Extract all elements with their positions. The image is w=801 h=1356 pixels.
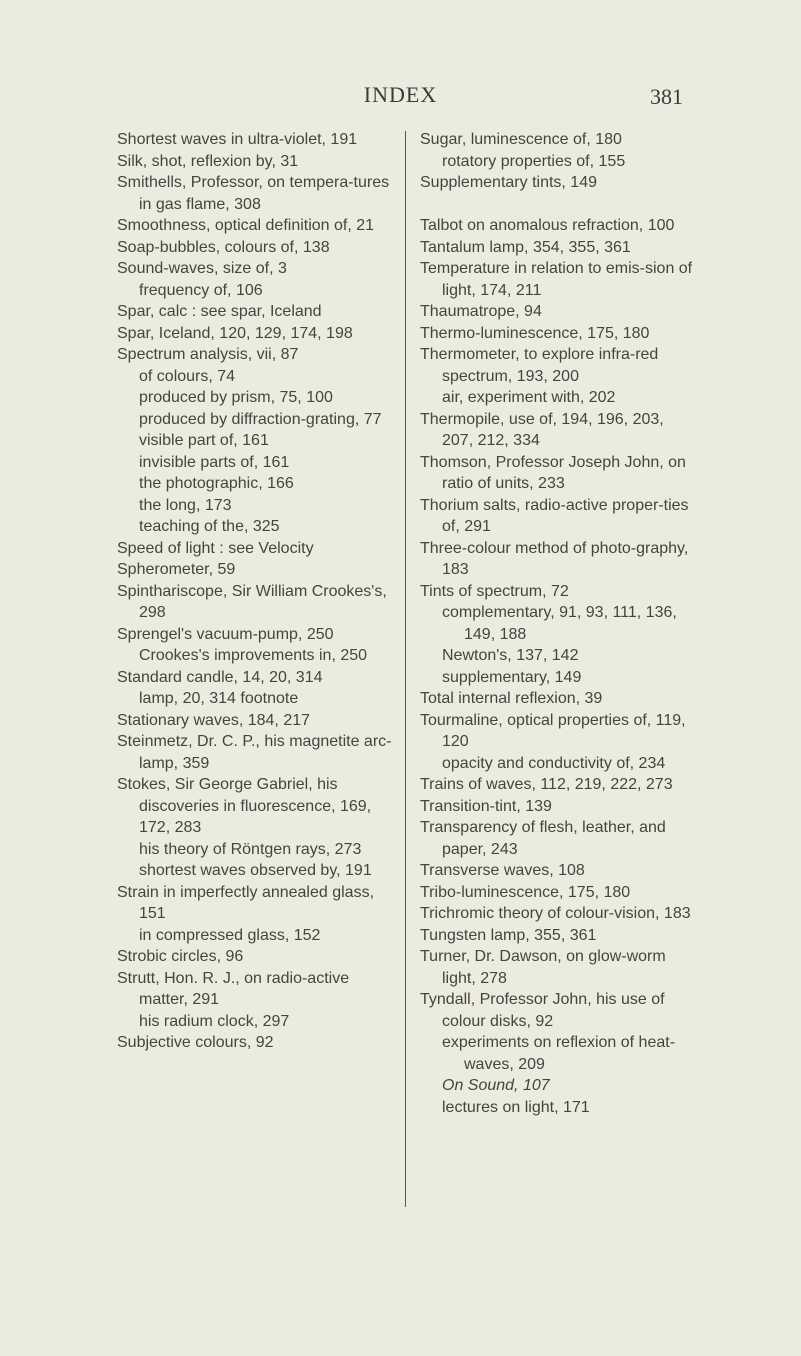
- index-subentry: shortest waves observed by, 191: [139, 862, 372, 879]
- index-subentry: experiments on reflexion of heat-waves, 209: [442, 1034, 676, 1073]
- index-entry: Stokes, Sir George Gabriel, his discoveries in fluorescence, 169, 172, 283: [117, 776, 372, 836]
- index-entry: Tribo-luminescence, 175, 180: [420, 883, 631, 901]
- page-header: [0, 82, 801, 112]
- index-column-left: [117, 129, 395, 1054]
- index-subentry: Crookes's improvements in, 250: [139, 647, 368, 664]
- index-entry: Tints of spectrum, 72: [420, 582, 569, 600]
- index-entry: Tantalum lamp, 354, 355, 361: [420, 238, 631, 256]
- index-entry: Strobic circles, 96: [117, 948, 244, 965]
- index-entry: Shortest waves in ultra-violet, 191: [117, 131, 358, 148]
- index-entry: Total internal reflexion, 39: [420, 690, 603, 707]
- index-entry: Spar, Iceland, 120, 129, 174, 198: [117, 324, 353, 342]
- index-entry: Tungsten lamp, 355, 361: [420, 926, 597, 944]
- index-subentry: in compressed glass, 152: [139, 926, 321, 944]
- index-entry: Smithells, Professor, on tempera-tures in gas flame, 308: [117, 174, 390, 213]
- index-subentry: visible part of, 161: [139, 432, 269, 449]
- index-entry: Tourmaline, optical properties of, 119, 120: [420, 711, 686, 750]
- index-subentry: supplementary, 149: [442, 668, 582, 686]
- index-entry: Spherometer, 59: [117, 561, 236, 578]
- index-entry: Standard candle, 14, 20, 314: [117, 668, 323, 686]
- column-divider: [405, 131, 406, 1207]
- index-entry: Subjective colours, 92: [117, 1034, 274, 1051]
- index-subentry: opacity and conductivity of, 234: [442, 754, 666, 772]
- index-entry: Thorium salts, radio-active proper-ties of, 291: [420, 496, 689, 535]
- index-entry: Speed of light : see Velocity: [117, 539, 314, 557]
- index-entry: Thaumatrope, 94: [420, 303, 542, 320]
- index-subentry: frequency of, 106: [139, 281, 263, 299]
- index-entry: Tyndall, Professor John, his use of colour disks, 92: [420, 991, 665, 1030]
- index-subentry: produced by prism, 75, 100: [139, 389, 333, 406]
- index-subentry: the photographic, 166: [139, 475, 294, 492]
- index-entry: Silk, shot, reflexion by, 31: [117, 152, 299, 170]
- index-subentry: his theory of Röntgen rays, 273: [139, 840, 362, 858]
- index-entry: Thomson, Professor Joseph John, on ratio of units, 233: [420, 453, 686, 492]
- index-entry: Transparency of flesh, leather, and paper, 243: [420, 819, 666, 858]
- page-number: 381: [650, 84, 683, 109]
- index-entry: Sprengel's vacuum-pump, 250: [117, 625, 334, 643]
- index-entry: Spar, calc : see spar, Iceland: [117, 303, 322, 320]
- index-entry: Thermometer, to explore infra-red spectrum, 193, 200: [420, 346, 659, 385]
- index-entry: Trains of waves, 112, 219, 222, 273: [420, 776, 673, 793]
- index-entry: Spectrum analysis, vii, 87: [117, 346, 299, 363]
- index-subentry: rotatory properties of, 155: [442, 152, 626, 170]
- page-title: INDEX: [363, 82, 438, 107]
- index-subentry: of colours, 74: [139, 367, 236, 385]
- index-entry: Thermopile, use of, 194, 196, 203, 207, 212, 334: [420, 410, 664, 449]
- index-entry: Stationary waves, 184, 217: [117, 711, 311, 729]
- index-entry: Supplementary tints, 149: [420, 174, 597, 191]
- index-subentry: Newton's, 137, 142: [442, 647, 579, 664]
- index-column-right: [420, 129, 698, 1118]
- index-entry: Strain in imperfectly annealed glass, 151: [117, 883, 375, 922]
- index-entry: Turner, Dr. Dawson, on glow-worm light, 278: [420, 948, 666, 987]
- index-entry: Spinthariscope, Sir William Crookes's, 298: [117, 582, 387, 621]
- index-entry: Sound-waves, size of, 3: [117, 260, 287, 277]
- index-subentry: On Sound, 107: [442, 1077, 550, 1094]
- index-subentry: produced by diffraction-grating, 77: [139, 410, 382, 428]
- index-entry: Thermo-luminescence, 175, 180: [420, 324, 650, 342]
- index-subentry: invisible parts of, 161: [139, 453, 290, 471]
- index-subentry: lectures on light, 171: [442, 1098, 590, 1116]
- index-entry: Steinmetz, Dr. C. P., his magnetite arc-lamp, 359: [117, 733, 392, 772]
- index-subentry: teaching of the, 325: [139, 518, 280, 535]
- index-entry: Transition-tint, 139: [420, 797, 552, 815]
- index-entry: Sugar, luminescence of, 180: [420, 131, 622, 148]
- index-entry: Temperature in relation to emis-sion of light, 174, 211: [420, 260, 693, 299]
- index-entry: Trichromic theory of colour-vision, 183: [420, 905, 691, 922]
- index-entry: Transverse waves, 108: [420, 862, 585, 879]
- index-subentry: his radium clock, 297: [139, 1012, 290, 1030]
- index-subentry: air, experiment with, 202: [442, 389, 616, 406]
- index-entry: Three-colour method of photo-graphy, 183: [420, 539, 689, 578]
- index-subentry: complementary, 91, 93, 111, 136, 149, 188: [442, 604, 677, 643]
- index-subentry: lamp, 20, 314 footnote: [139, 690, 299, 707]
- index-entry: Strutt, Hon. R. J., on radio-active matter, 291: [117, 969, 350, 1008]
- index-subentry: the long, 173: [139, 496, 232, 514]
- index-entry: Soap-bubbles, colours of, 138: [117, 238, 330, 256]
- index-entry: Talbot on anomalous refraction, 100: [420, 217, 675, 234]
- index-entry: Smoothness, optical definition of, 21: [117, 217, 375, 234]
